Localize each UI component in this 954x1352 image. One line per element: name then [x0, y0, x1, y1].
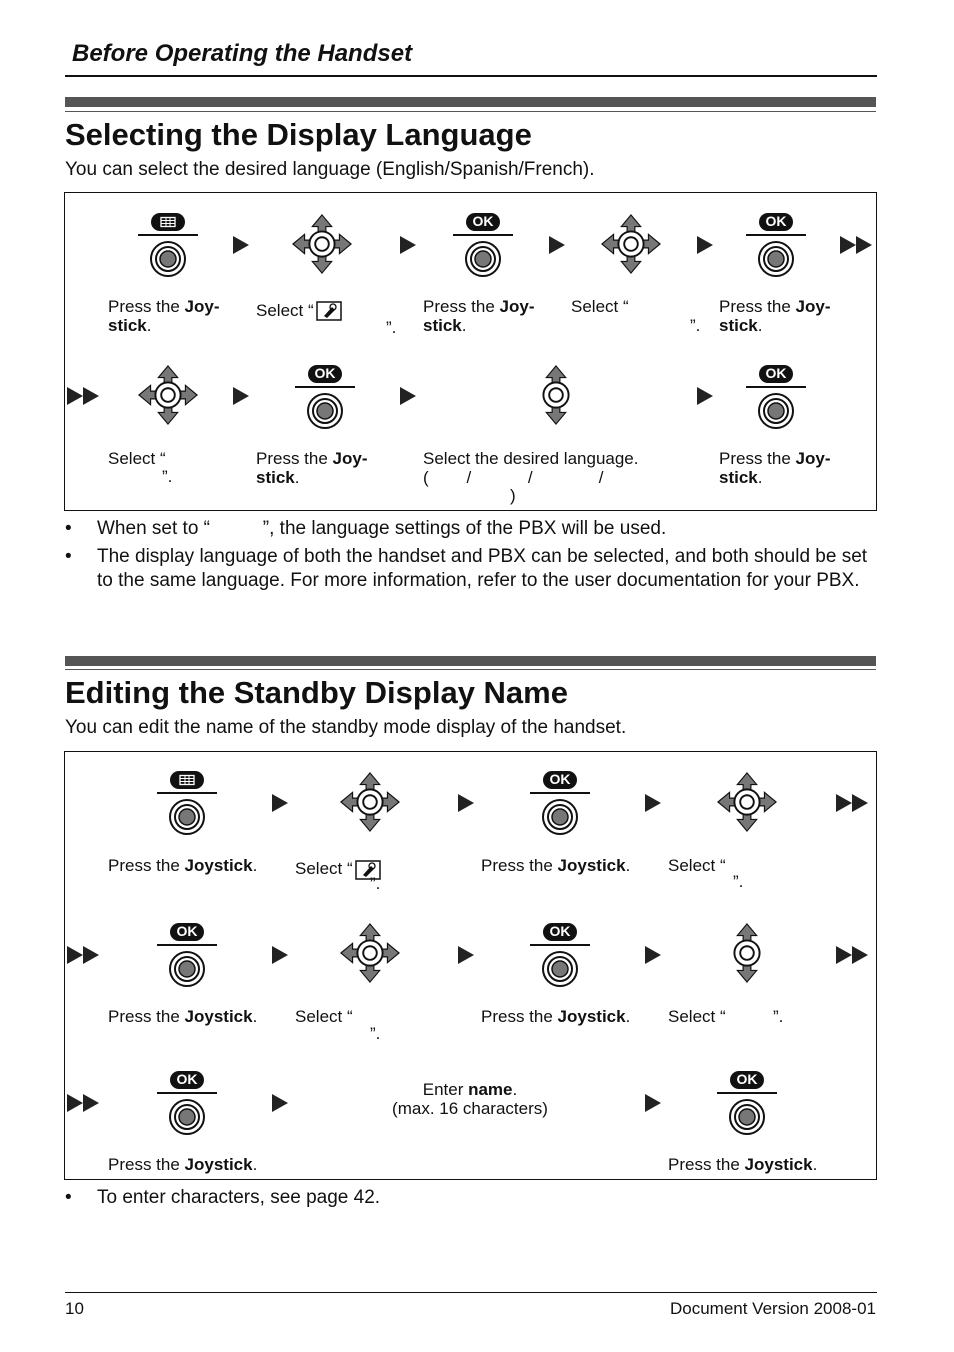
step-text-close: ”.: [370, 1024, 381, 1043]
arrow-right-icon: [233, 236, 249, 254]
ok-label: OK: [765, 365, 787, 381]
ok-label: OK: [472, 213, 494, 229]
step-text: Press the Joy- stick.: [108, 297, 220, 335]
document-version: Document Version 2008-01: [669, 1299, 876, 1318]
step-text: Press the Joystick.: [668, 1155, 818, 1174]
four-way-navigator-icon: [291, 213, 353, 275]
step-text: Select “: [295, 1007, 353, 1026]
step-text-close: ”.: [690, 316, 701, 335]
step-text: Press the Joystick.: [108, 1007, 258, 1026]
four-way-navigator-icon: [600, 213, 662, 275]
menu-key-icon: [177, 774, 197, 786]
arrow-right-icon: [400, 387, 416, 405]
section-bar: [65, 97, 876, 107]
step-text-close: ”.: [370, 874, 381, 893]
footer-rule: [65, 1292, 877, 1293]
ok-label: OK: [176, 923, 198, 939]
note-bullet: • When set to “ ”, the language settings of the PBX will be used.: [65, 518, 667, 539]
step-text: Select “: [256, 301, 314, 320]
ok-label: OK: [314, 365, 336, 381]
arrow-right-icon: [645, 946, 661, 964]
enter-name-text: Enter name. (max. 16 characters): [392, 1080, 548, 1118]
section-rule: [65, 111, 876, 112]
note-bullet: • The display language of both the handset and PBX can be selected, and both should be set to the same language. For more information, refer to the user documentation for your PBX.: [65, 546, 868, 591]
note-bullet: • To enter characters, see page 42.: [65, 1187, 381, 1208]
double-arrow-right-icon: [67, 387, 99, 405]
double-arrow-right-icon: [67, 946, 99, 964]
arrow-right-icon: [645, 794, 661, 812]
ok-label: OK: [176, 1071, 198, 1087]
double-arrow-right-icon: [836, 794, 868, 812]
running-header: Before Operating the Handset: [72, 40, 413, 67]
step-text: Select “: [295, 859, 353, 878]
step-text: Select “: [571, 297, 629, 316]
step-text: Select “: [108, 449, 166, 468]
header-rule: [65, 75, 877, 77]
step-text: Press the Joy- stick.: [423, 297, 535, 335]
up-down-navigator-icon: [525, 364, 587, 426]
menu-key-icon: [158, 216, 178, 228]
arrow-right-icon: [697, 387, 713, 405]
double-arrow-right-icon: [840, 236, 872, 254]
arrow-right-icon: [272, 1094, 288, 1112]
arrow-right-icon: [645, 1094, 661, 1112]
arrow-right-icon: [549, 236, 565, 254]
step-text-close: ”.: [733, 872, 744, 891]
step-text-close: ): [510, 486, 516, 505]
four-way-navigator-icon: [716, 771, 778, 833]
handset-setting-icon: [316, 301, 342, 321]
four-way-navigator-icon: [137, 364, 199, 426]
step-text-close: ”.: [162, 467, 173, 486]
step-text: Press the Joy- stick.: [719, 449, 831, 487]
section-bar: [65, 656, 876, 666]
double-arrow-right-icon: [836, 946, 868, 964]
arrow-right-icon: [233, 387, 249, 405]
page-number: 10: [65, 1299, 84, 1318]
step-text: Select “: [668, 856, 726, 875]
step-text: Press the Joy- stick.: [719, 297, 831, 335]
step-text-close: ”.: [773, 1007, 784, 1026]
ok-label: OK: [549, 923, 571, 939]
step-text: Press the Joy- stick.: [256, 449, 368, 487]
arrow-right-icon: [400, 236, 416, 254]
arrow-right-icon: [697, 236, 713, 254]
double-arrow-right-icon: [67, 1094, 99, 1112]
section-intro: You can select the desired language (English/Spanish/French).: [65, 159, 595, 180]
section-title: Selecting the Display Language: [65, 117, 532, 152]
ok-label: OK: [736, 1071, 758, 1087]
arrow-right-icon: [272, 794, 288, 812]
up-down-navigator-icon: [716, 922, 778, 984]
step-text: Press the Joystick.: [481, 1007, 631, 1026]
arrow-right-icon: [458, 946, 474, 964]
step-text: Select “: [668, 1007, 726, 1026]
four-way-navigator-icon: [339, 922, 401, 984]
arrow-right-icon: [458, 794, 474, 812]
step-text: Select the desired language. ( / / /: [423, 449, 639, 487]
ok-label: OK: [765, 213, 787, 229]
step-text: Press the Joystick.: [108, 856, 258, 875]
four-way-navigator-icon: [339, 771, 401, 833]
step-text-close: ”.: [386, 318, 397, 337]
step-text: Press the Joystick.: [108, 1155, 258, 1174]
step-text: Press the Joystick.: [481, 856, 631, 875]
section-rule: [65, 669, 876, 670]
section-title: Editing the Standby Display Name: [65, 675, 568, 710]
arrow-right-icon: [272, 946, 288, 964]
ok-label: OK: [549, 771, 571, 787]
section-intro: You can edit the name of the standby mode display of the handset.: [65, 717, 627, 738]
